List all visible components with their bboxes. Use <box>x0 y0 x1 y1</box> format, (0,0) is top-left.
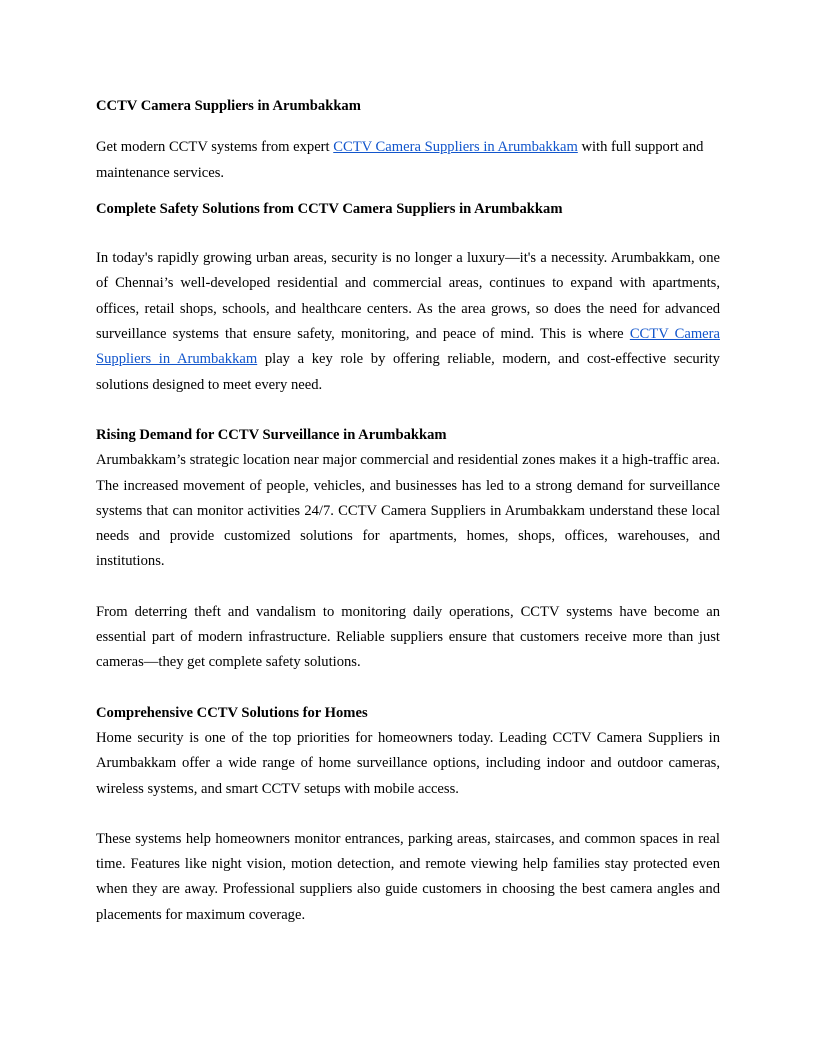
rising-demand-paragraph-2: From deterring theft and vandalism to monitoring daily operations, CCTV systems have become an essential part of modern infrastructure. Reliable suppliers ensure that customers receive more than just cameras—they get complete safety solutions. <box>96 603 720 671</box>
blank-line <box>96 398 720 423</box>
intro-paragraph <box>96 135 720 186</box>
section-heading-safety-solutions: Complete Safety Solutions from CCTV Camera Suppliers in Arumbakkam <box>96 200 563 217</box>
document-page <box>96 94 720 928</box>
intro-text-before: Get modern CCTV systems from expert <box>96 139 334 156</box>
home-solutions-paragraph-2: These systems help homeowners monitor entrances, parking areas, staircases, and common spaces in real time. Features like night vision, motion detection, and remote viewing help families stay protected even when they are away. Professional suppliers also guide customers in choosing the best camera angles and placements for maximum coverage. <box>96 830 720 923</box>
rising-demand-paragraph-1: Arumbakkam’s strategic location near major commercial and residential zones makes it a high-traffic area. The increased movement of people, vehicles, and businesses has led to a strong demand for surveillance systems that can monitor activities 24/7. CCTV Camera Suppliers in Arumbakkam understand these local needs and provide customized solutions for apartments, homes, shops, offices, warehouses, and institutions. <box>96 452 720 570</box>
intro-suppliers-link[interactable]: CCTV Camera Suppliers in Arumbakkam <box>333 139 578 156</box>
intro-text-after: with full support and maintenance services. <box>96 139 704 181</box>
safety-text-before: In today's rapidly growing urban areas, security is no longer a luxury—it's a necessity. Arumbakkam, one of Chennai’s well-developed residential and commercial areas, continues to expand with apartments, offices, retail shops, schools, and healthcare centers. As the area grows, so does the need for advanced surveillance systems that ensure safety, monitoring, and peace of mind. This is where <box>96 250 720 343</box>
blank-line <box>96 575 720 600</box>
document-title: CCTV Camera Suppliers in Arumbakkam <box>96 98 361 114</box>
home-solutions-paragraph-1: Home security is one of the top priorities for homeowners today. Leading CCTV Camera Suppliers in Arumbakkam offer a wide range of home surveillance options, including indoor and outdoor cameras, wireless systems, and smart CCTV setups with mobile access. <box>96 729 720 797</box>
section-heading-home-solutions: Comprehensive CCTV Solutions for Homes <box>96 704 368 721</box>
section-heading-rising-demand: Rising Demand for CCTV Surveillance in Arumbakkam <box>96 426 447 443</box>
safety-solutions-paragraph <box>96 246 720 398</box>
blank-line <box>96 802 720 827</box>
blank-line <box>96 676 720 701</box>
body-suppliers-link[interactable]: CCTV Camera Suppliers in Arumbakkam <box>96 326 720 368</box>
safety-text-after: play a key role by offering reliable, modern, and cost-effective security solutions designed to meet every need. <box>96 351 720 393</box>
